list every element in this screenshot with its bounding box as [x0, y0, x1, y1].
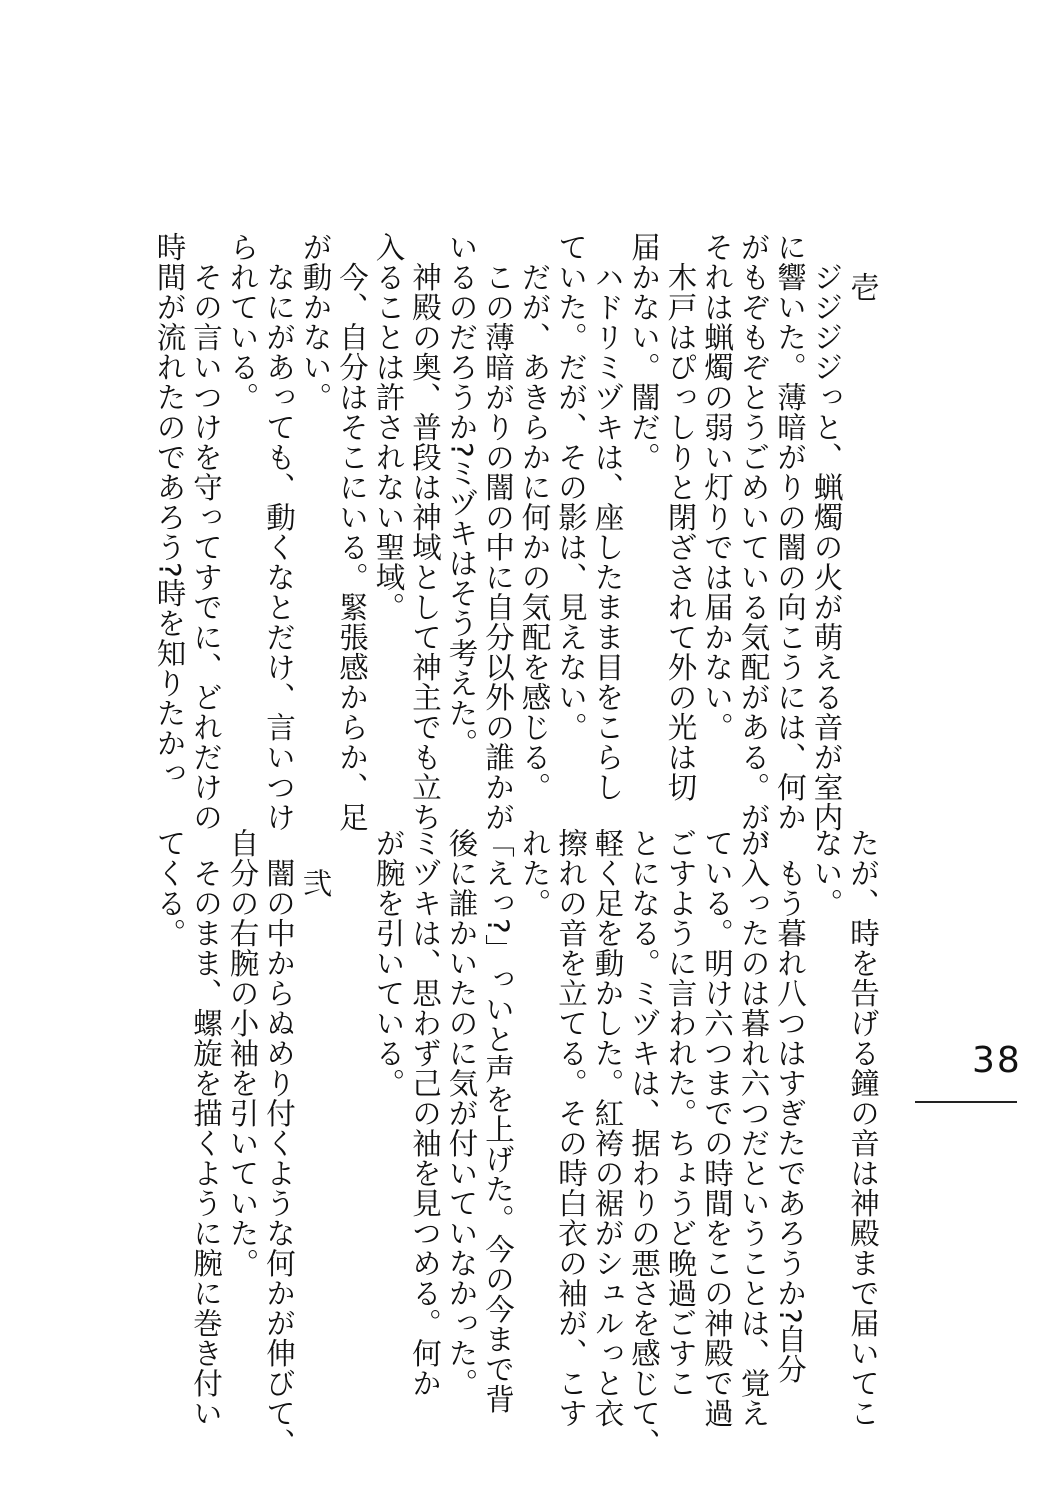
text-line: 後に誰かいたのに気が付いていなかった。 [444, 828, 479, 1398]
text-line: れた。 [517, 828, 552, 918]
text-line: 「えっ?」っいと声を上げた。今の今まで背 [481, 828, 515, 1415]
page-number-rule [915, 1101, 1017, 1103]
text-line: この薄暗がりの闇の中に自分以外の誰かが [481, 232, 515, 832]
text-line: てくる。 [152, 828, 187, 948]
text-line: 届かない。闇だ。 [627, 232, 661, 472]
text-line: ない。 [809, 828, 844, 918]
section-heading-2: 弐 [298, 868, 333, 898]
text-line: が腕を引いている。 [371, 828, 406, 1098]
text-line: だが、あきらかに何かの気配を感じる。 [517, 232, 552, 802]
text-line: とになる。ミヅキは、据わりの悪さを感じて、 [627, 828, 661, 1458]
text-line: いるのだろうか?ミヅキはそう考えた。 [444, 232, 479, 759]
text-line: 時間が流れたのであろう?時を知りたかっ [152, 232, 187, 789]
text-line: ていた。だが、その影は、見えない。 [554, 232, 588, 742]
text-line: ジジジジっと、蝋燭の火が萌える音が室内 [809, 232, 844, 832]
text-line: 木戸はぴっしりと閉ざされて外の光は切 [663, 232, 698, 802]
text-line: 軽く足を動かした。紅袴の裾がシュルっと衣 [590, 828, 625, 1428]
text-line: 闇の中からぬめり付くような何かが伸びて、 [262, 828, 296, 1458]
text-block-section-1-continued [151, 828, 881, 1458]
page-number: 38 [972, 1040, 1022, 1081]
text-line: たが、時を告げる鐘の音は神殿まで届いてこ [846, 828, 880, 1428]
text-line: そのまま、螺旋を描くように腕に巻き付い [189, 828, 223, 1428]
text-line: それは蝋燭の弱い灯りでは届かない。 [700, 232, 734, 742]
text-line: なにがあっても、動くなとだけ、言いつけ [262, 232, 296, 832]
text-line: られている。 [225, 232, 260, 412]
text-line: が動かない。 [298, 232, 333, 412]
text-line: 神殿の奥、普段は神域として神主でも立ち [408, 232, 442, 832]
text-line: 今、自分はそこにいる。緊張感からか、足 [335, 232, 369, 832]
text-line: ている。明け六つまでの時間をこの神殿で過 [700, 828, 734, 1428]
text-line: が入ったのは暮れ六つだということは、覚え [736, 828, 771, 1428]
text-line: 擦れの音を立てる。その時白衣の袖が、こす [554, 828, 588, 1428]
text-line: ミヅキは、思わず己の袖を見つめる。何か [408, 828, 442, 1398]
text-line: がもぞもぞとうごめいている気配がある。が、 [736, 232, 771, 862]
section-heading-1: 壱 [846, 272, 880, 302]
text-line: に響いた。薄暗がりの闇の向こうには、何か [773, 232, 807, 832]
text-line: その言いつけを守ってすでに、どれだけの [189, 232, 223, 832]
text-line: 自分の右腕の小袖を引いていた。 [225, 828, 260, 1278]
text-line: ハドリミヅキは、座したまま目をこらし [590, 232, 625, 802]
text-line: もう暮れ八つはすぎたであろうか?自分 [773, 828, 807, 1385]
text-line: 入ることは許されない聖域。 [371, 232, 406, 622]
text-line: ごすように言われた。ちょうど晩過ごすこ [663, 828, 698, 1398]
text-block-section-1 [151, 232, 881, 862]
blank-line [334, 828, 371, 1368]
